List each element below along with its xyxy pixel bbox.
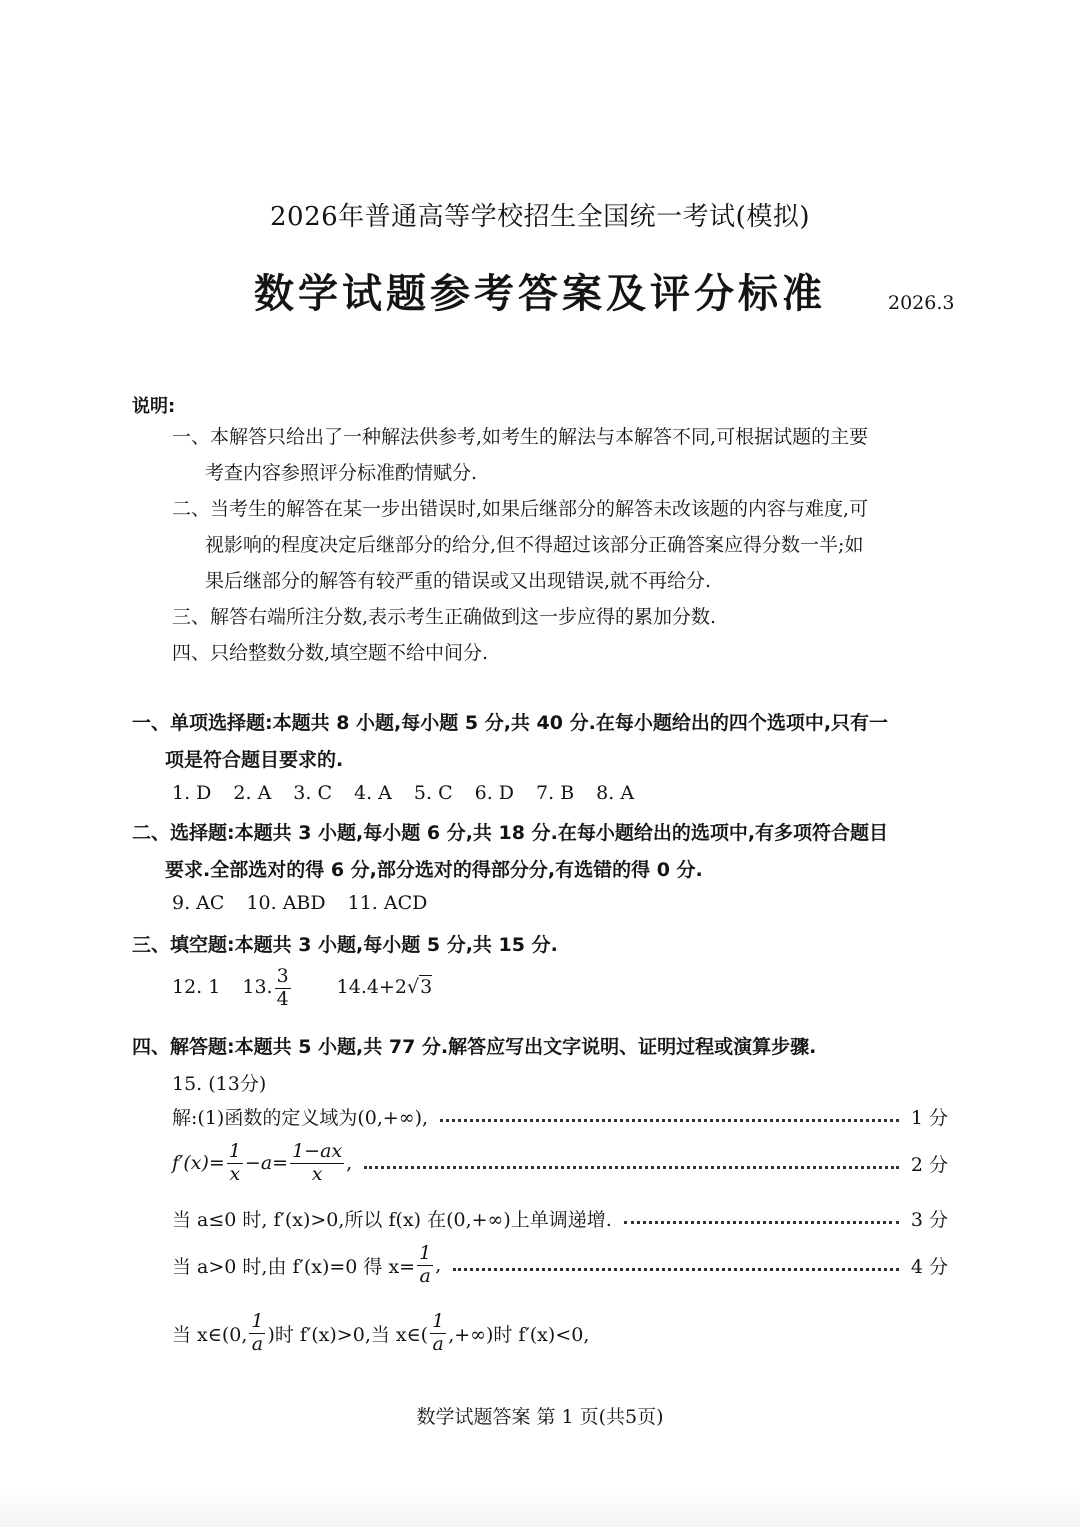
section-2-title-line-2: 要求.全部选对的得 6 分,部分选对的得部分分,有选错的得 0 分. bbox=[165, 859, 703, 881]
step-2-tail: , bbox=[346, 1152, 353, 1175]
date-label: 2026.3 bbox=[888, 292, 955, 314]
solution-step-4 bbox=[172, 1243, 948, 1288]
step-3-text: 当 a≤0 时, f′(x)>0,所以 f(x) 在(0,+∞)上单调递增. bbox=[172, 1209, 612, 1231]
answer-13-label: 13. bbox=[242, 976, 273, 999]
question-15-header: 15. (13分) bbox=[172, 1073, 267, 1095]
step-4-text: 当 a>0 时,由 f′(x)=0 得 x= bbox=[172, 1255, 416, 1278]
answer-13 bbox=[242, 966, 314, 1011]
step-5-part-b: )时 f′(x)>0,当 x∈( bbox=[267, 1323, 429, 1346]
section-2-title-line-1: 二、选择题:本题共 3 小题,每小题 6 分,共 18 分.在每小题给出的选项中,有多项符合题目 bbox=[132, 822, 889, 844]
step-2-score: 2 分 bbox=[910, 1153, 948, 1176]
answer-14-prefix: 14.4+2 bbox=[336, 976, 407, 999]
note-4: 四、只给整数分数,填空题不给中间分. bbox=[172, 642, 489, 664]
section-1-answers bbox=[172, 782, 656, 804]
note-2-line-2: 视影响的程度决定后继部分的给分,但不得超过该部分正确答案应得分数一半;如 bbox=[205, 534, 864, 556]
answer-8: 8. A bbox=[596, 782, 635, 804]
fraction-denominator: a bbox=[432, 1332, 444, 1355]
fraction-denominator: 4 bbox=[276, 987, 289, 1010]
step-4-score: 4 分 bbox=[910, 1255, 948, 1278]
note-1-line-2: 考查内容参照评分标准酌情赋分. bbox=[205, 462, 478, 484]
fraction-numerator: 1 bbox=[419, 1242, 432, 1264]
note-2-line-1: 二、当考生的解答在某一步出错误时,如果后继部分的解答未改该题的内容与难度,可 bbox=[172, 498, 869, 520]
step-5-part-a: 当 x∈(0, bbox=[172, 1323, 248, 1346]
section-4-title: 四、解答题:本题共 5 小题,共 77 分.解答应写出文字说明、证明过程或演算步骤. bbox=[132, 1036, 817, 1058]
step-2-lhs: f′(x)= bbox=[172, 1152, 225, 1175]
step-5-fraction-2 bbox=[430, 1311, 446, 1356]
answer-1: 1. D bbox=[172, 782, 212, 804]
answer-5: 5. C bbox=[413, 782, 453, 804]
step-1-text: 解:(1)函数的定义域为(0,+∞), bbox=[172, 1107, 429, 1129]
notes-heading: 说明: bbox=[132, 396, 176, 417]
step-5-fraction-1 bbox=[249, 1311, 265, 1356]
step-4-fraction bbox=[417, 1243, 433, 1288]
fraction-denominator: a bbox=[419, 1264, 431, 1287]
section-3-title: 三、填空题:本题共 3 小题,每小题 5 分,共 15 分. bbox=[132, 934, 558, 956]
step-3-score: 3 分 bbox=[910, 1209, 948, 1231]
section-1-title-line-1: 一、单项选择题:本题共 8 小题,每小题 5 分,共 40 分.在每小题给出的四个选项中,只有一 bbox=[132, 712, 889, 734]
step-4-tail: , bbox=[435, 1254, 442, 1277]
page-bottom-shade bbox=[0, 1490, 1080, 1527]
dot-leader bbox=[364, 1162, 899, 1169]
solution-step-3 bbox=[172, 1205, 948, 1232]
step-2-mid: −a= bbox=[244, 1152, 289, 1175]
section-2-answers bbox=[172, 892, 449, 914]
step-5-part-c: ,+∞)时 f′(x)<0, bbox=[448, 1323, 590, 1346]
fraction-denominator: x bbox=[311, 1162, 323, 1185]
answer-9: 9. AC bbox=[172, 892, 225, 914]
fraction-numerator: 3 bbox=[276, 965, 289, 987]
answer-12: 12. 1 bbox=[172, 976, 221, 999]
answer-4: 4. A bbox=[354, 782, 392, 804]
note-2-line-3: 果后继部分的解答有较严重的错误或又出现错误,就不再给分. bbox=[205, 570, 712, 592]
fraction-numerator: 1 bbox=[432, 1310, 445, 1332]
dot-leader bbox=[440, 1115, 899, 1122]
answer-7: 7. B bbox=[536, 782, 575, 804]
solution-step-2 bbox=[172, 1141, 948, 1186]
fraction-denominator: x bbox=[229, 1162, 241, 1185]
section-1-title-line-2: 项是符合题目要求的. bbox=[165, 749, 344, 771]
fraction-numerator: 1 bbox=[228, 1140, 241, 1162]
answer-11: 11. ACD bbox=[347, 892, 428, 914]
exam-title: 2026年普通高等学校招生全国统一考试(模拟) bbox=[270, 202, 810, 232]
fraction-denominator: a bbox=[251, 1332, 264, 1355]
solution-step-1 bbox=[172, 1103, 948, 1130]
answer-2: 2. A bbox=[233, 782, 272, 804]
step-2-fraction-1 bbox=[227, 1141, 243, 1186]
step-1-score: 1 分 bbox=[910, 1107, 948, 1129]
section-3-answers bbox=[172, 966, 454, 1011]
answer-6: 6. D bbox=[474, 782, 515, 804]
dot-leader bbox=[453, 1264, 899, 1271]
solution-step-5 bbox=[172, 1311, 948, 1356]
page-footer: 数学试题答案 第 1 页(共5页) bbox=[416, 1406, 664, 1428]
step-2-fraction-2 bbox=[290, 1141, 344, 1186]
answer-10: 10. ABD bbox=[246, 892, 326, 914]
fraction-numerator: 1 bbox=[251, 1310, 264, 1332]
answer-14-radicand: 3 bbox=[420, 976, 433, 999]
note-3: 三、解答右端所注分数,表示考生正确做到这一步应得的累加分数. bbox=[172, 606, 717, 628]
answer-14: 14.4+2√3 bbox=[336, 976, 433, 999]
page-title: 数学试题参考答案及评分标准 bbox=[254, 271, 826, 317]
answer-13-fraction bbox=[275, 966, 313, 1011]
answer-3: 3. C bbox=[293, 782, 333, 804]
fraction-numerator: 1−ax bbox=[292, 1140, 343, 1162]
note-1-line-1: 一、本解答只给出了一种解法供参考,如考生的解法与本解答不同,可根据试题的主要 bbox=[172, 426, 869, 448]
dot-leader bbox=[624, 1217, 899, 1224]
